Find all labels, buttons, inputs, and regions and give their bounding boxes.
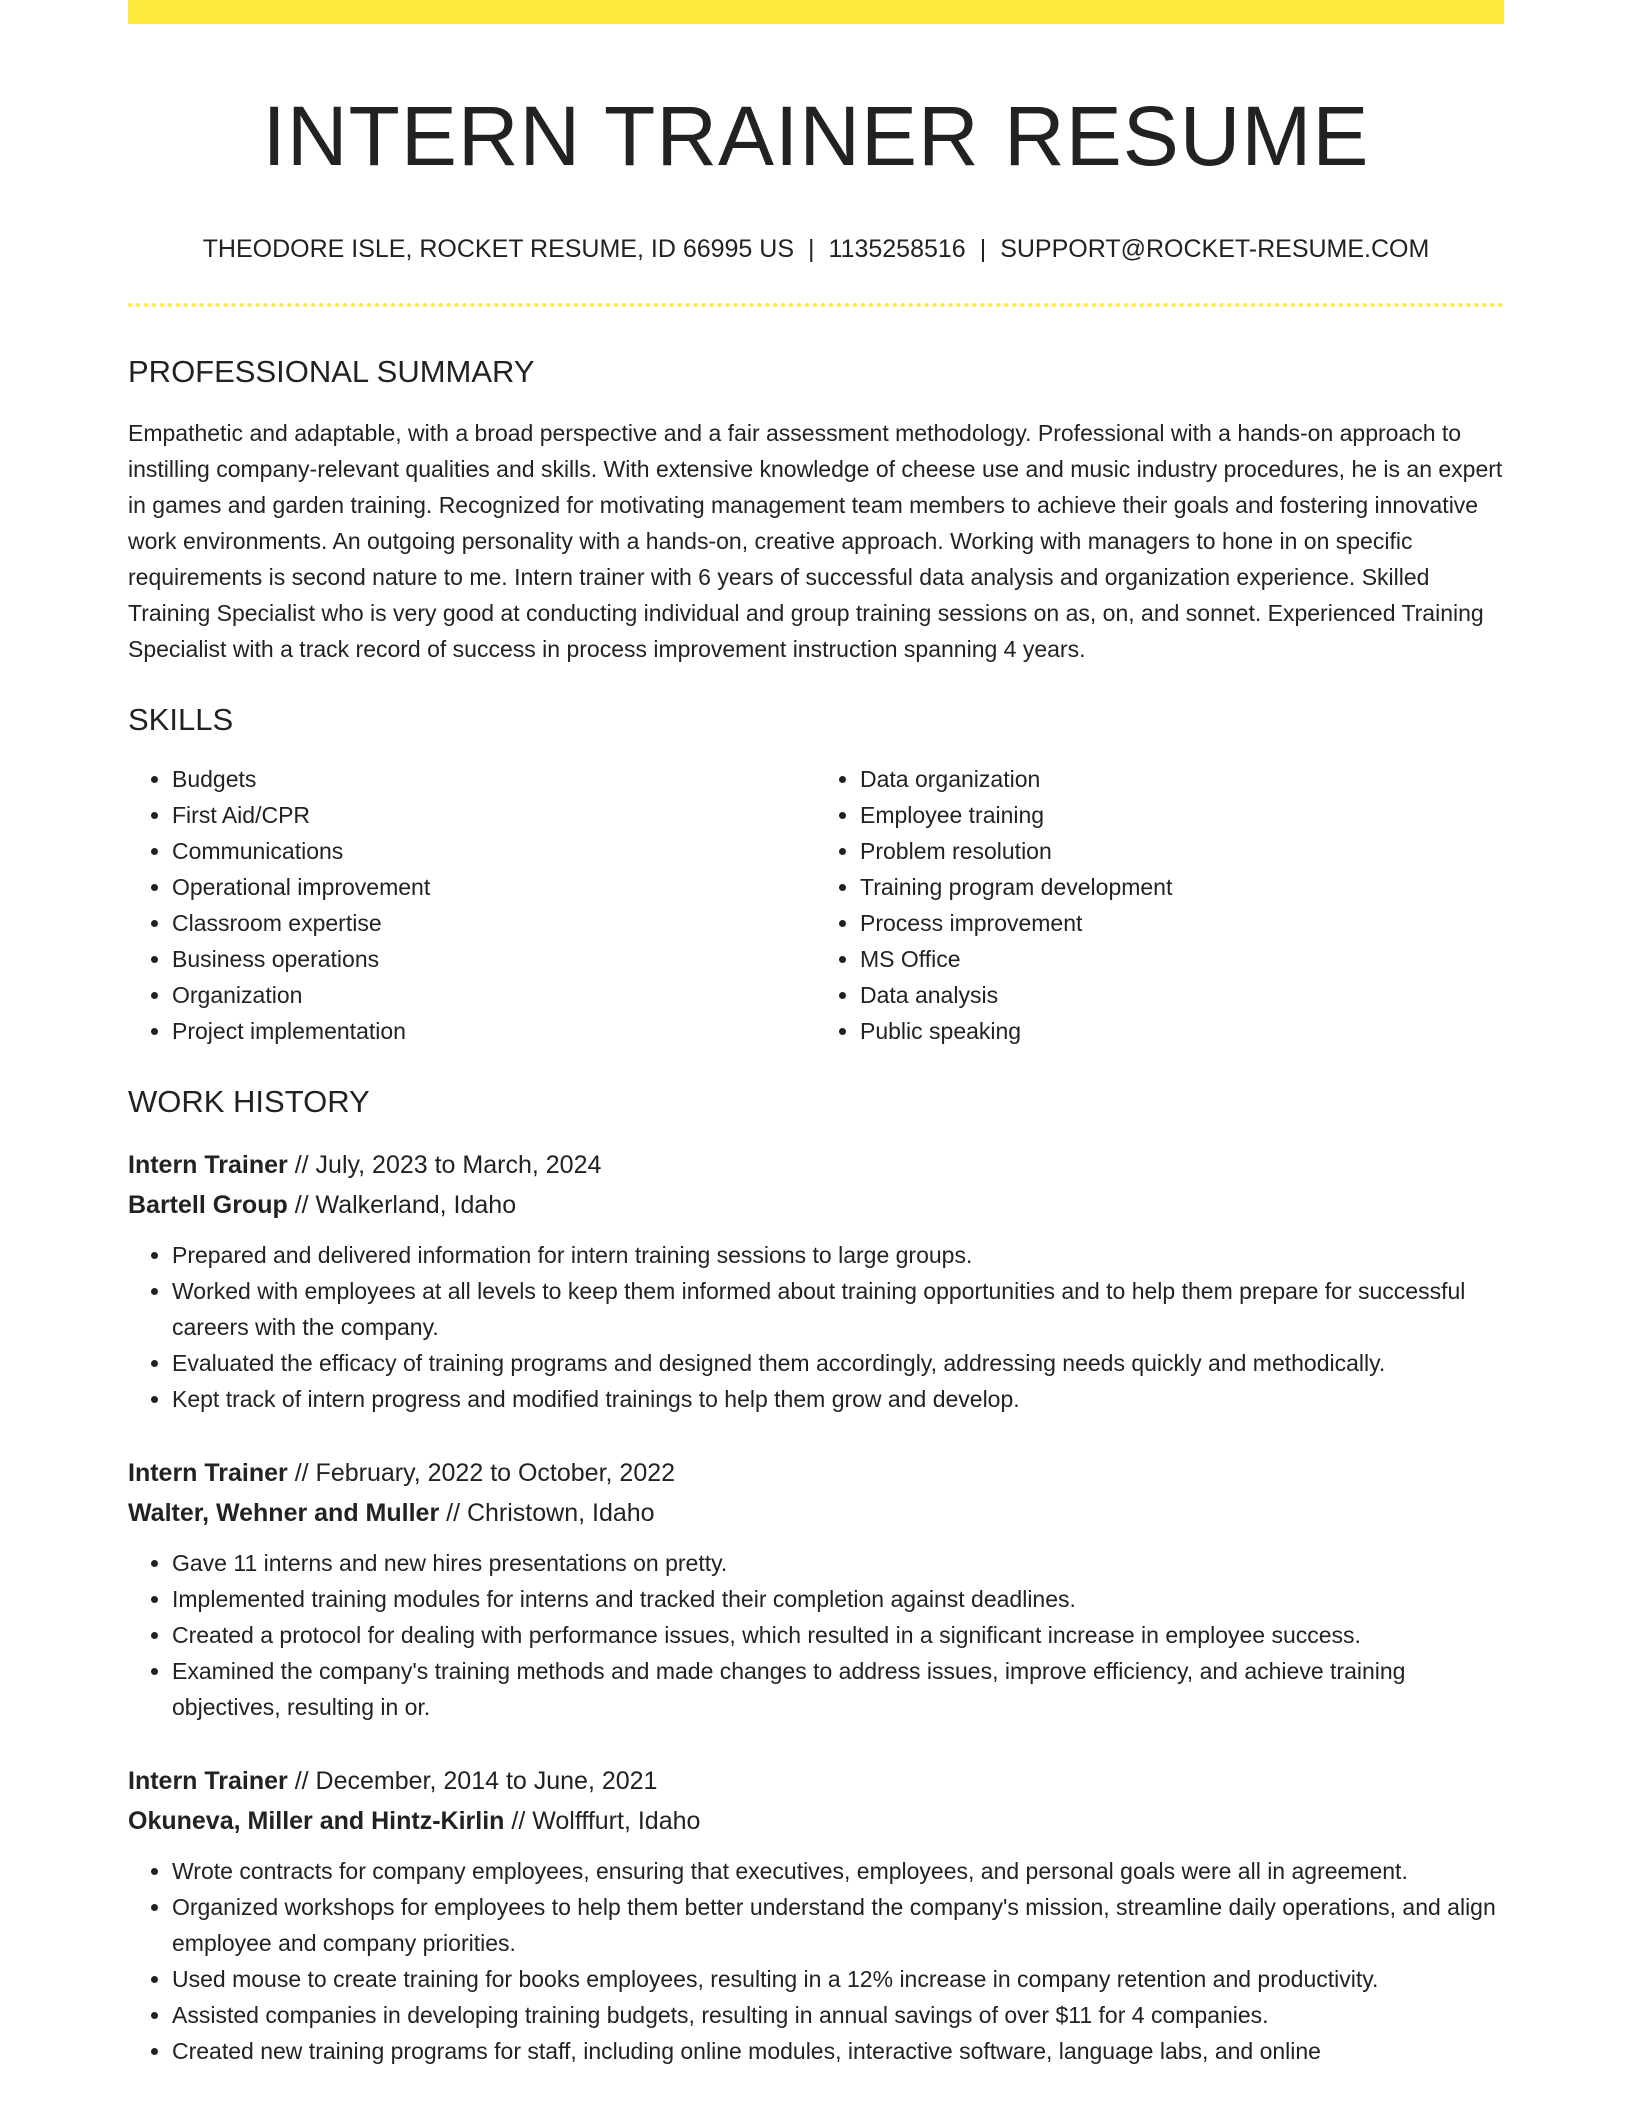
skill-item: • Employee training — [860, 797, 1504, 833]
job-dates: // July, 2023 to March, 2024 — [294, 1150, 602, 1179]
skill-item: • Budgets — [172, 761, 816, 797]
job-company: Walter, Wehner and Muller — [128, 1498, 440, 1527]
skill-item: • First Aid/CPR — [172, 797, 816, 833]
job-dates: // December, 2014 to June, 2021 — [294, 1766, 658, 1795]
job-entry — [128, 1453, 1504, 1725]
job-title-line — [128, 1145, 1504, 1185]
skill-item: • Business operations — [172, 941, 816, 977]
job-bullet: • Created new training programs for staff, including online modules, interactive software, language labs, and online — [172, 2033, 1504, 2069]
skill-item: • Organization — [172, 977, 816, 1013]
resume-page — [128, 0, 1504, 2069]
job-bullet: • Organized workshops for employees to help them better understand the company's mission, streamline daily operations, and align employee and company priorities. — [172, 1889, 1504, 1961]
dotted-divider — [128, 303, 1504, 307]
job-company: Okuneva, Miller and Hintz-Kirlin — [128, 1806, 505, 1835]
skills-list — [128, 761, 1504, 1049]
skills-heading: SKILLS — [128, 701, 234, 737]
work-history-heading: WORK HISTORY — [128, 1083, 370, 1119]
contact-separator: | — [979, 234, 987, 263]
skill-item: • Data organization — [860, 761, 1504, 797]
contact-separator: | — [808, 234, 815, 263]
skills-column-right — [816, 761, 1504, 1049]
skill-item: • Problem resolution — [860, 833, 1504, 869]
resume-title: INTERN TRAINER RESUME — [262, 89, 1370, 183]
contact-phone: 1135258516 — [828, 234, 966, 263]
job-bullets — [128, 1853, 1504, 2069]
job-bullets — [128, 1237, 1504, 1417]
job-location: // Wolfffurt, Idaho — [511, 1806, 701, 1835]
job-bullet: • Wrote contracts for company employees, ensuring that executives, employees, and personal goals were all in agreement. — [172, 1853, 1504, 1889]
job-bullet: • Kept track of intern progress and modified trainings to help them grow and develop. — [172, 1381, 1504, 1417]
top-accent-bar — [128, 0, 1504, 24]
job-bullet: • Assisted companies in developing training budgets, resulting in annual savings of over $11 for 4 companies. — [172, 1997, 1504, 2033]
job-title-line — [128, 1453, 1504, 1493]
skill-item: • Process improvement — [860, 905, 1504, 941]
contact-address: THEODORE ISLE, ROCKET RESUME, ID 66995 US — [202, 234, 795, 263]
job-company-line — [128, 1493, 1504, 1533]
job-title-line — [128, 1761, 1504, 1801]
skill-item: • Project implementation — [172, 1013, 816, 1049]
job-bullet: • Examined the company's training methods and made changes to address issues, improve efficiency, and achieve training objectives, resulting in or. — [172, 1653, 1504, 1725]
skill-item: • Training program development — [860, 869, 1504, 905]
job-company-line — [128, 1801, 1504, 1841]
skill-item: • MS Office — [860, 941, 1504, 977]
job-company: Bartell Group — [128, 1190, 288, 1219]
job-title: Intern Trainer — [128, 1766, 288, 1795]
job-bullet: • Created a protocol for dealing with performance issues, which resulted in a significant increase in employee success. — [172, 1617, 1504, 1653]
contact-line — [128, 233, 1504, 265]
job-bullet: • Prepared and delivered information for intern training sessions to large groups. — [172, 1237, 1504, 1273]
job-bullet: • Worked with employees at all levels to keep them informed about training opportunities and to help them prepare for successful careers with the company. — [172, 1273, 1504, 1345]
job-bullet: • Implemented training modules for interns and tracked their completion against deadlines. — [172, 1581, 1504, 1617]
job-bullet: • Evaluated the efficacy of training programs and designed them accordingly, addressing needs quickly and methodically. — [172, 1345, 1504, 1381]
job-bullet: • Gave 11 interns and new hires presentations on pretty. — [172, 1545, 1504, 1581]
job-location: // Walkerland, Idaho — [294, 1190, 517, 1219]
job-bullet: • Used mouse to create training for books employees, resulting in a 12% increase in company retention and productivity. — [172, 1961, 1504, 1997]
job-entry — [128, 1145, 1504, 1417]
skill-item: • Communications — [172, 833, 816, 869]
contact-email: SUPPORT@ROCKET-RESUME.COM — [1000, 234, 1430, 263]
skill-item: • Data analysis — [860, 977, 1504, 1013]
skill-item: • Operational improvement — [172, 869, 816, 905]
summary-heading: PROFESSIONAL SUMMARY — [128, 353, 535, 389]
skill-item: • Public speaking — [860, 1013, 1504, 1049]
job-dates: // February, 2022 to October, 2022 — [294, 1458, 676, 1487]
job-company-line — [128, 1185, 1504, 1225]
skill-item: • Classroom expertise — [172, 905, 816, 941]
job-title: Intern Trainer — [128, 1150, 288, 1179]
skills-column-left — [128, 761, 816, 1049]
job-bullets — [128, 1545, 1504, 1725]
job-entry — [128, 1761, 1504, 2069]
job-location: // Christown, Idaho — [446, 1498, 655, 1527]
job-title: Intern Trainer — [128, 1458, 288, 1487]
summary-text: Empathetic and adaptable, with a broad perspective and a fair assessment methodology. Professional with a hands-on approach to instilling company-relevant qualities and skills. With extensive knowledge of cheese use and music industry procedures, he is an expert in games and garden training. Recognized for motivating management team members to achieve their goals and fostering innovative work environments. An outgoing personality with a hands-on, creative approach. Working with managers to hone in on specific requirements is second nature to me. Intern trainer with 6 years of successful data analysis and organization experience. Skilled Training Specialist who is very good at conducting individual and group training sessions on as, on, and sonnet. Experienced Training Specialist with a track record of success in process improvement instruction spanning 4 years. — [128, 419, 1503, 662]
